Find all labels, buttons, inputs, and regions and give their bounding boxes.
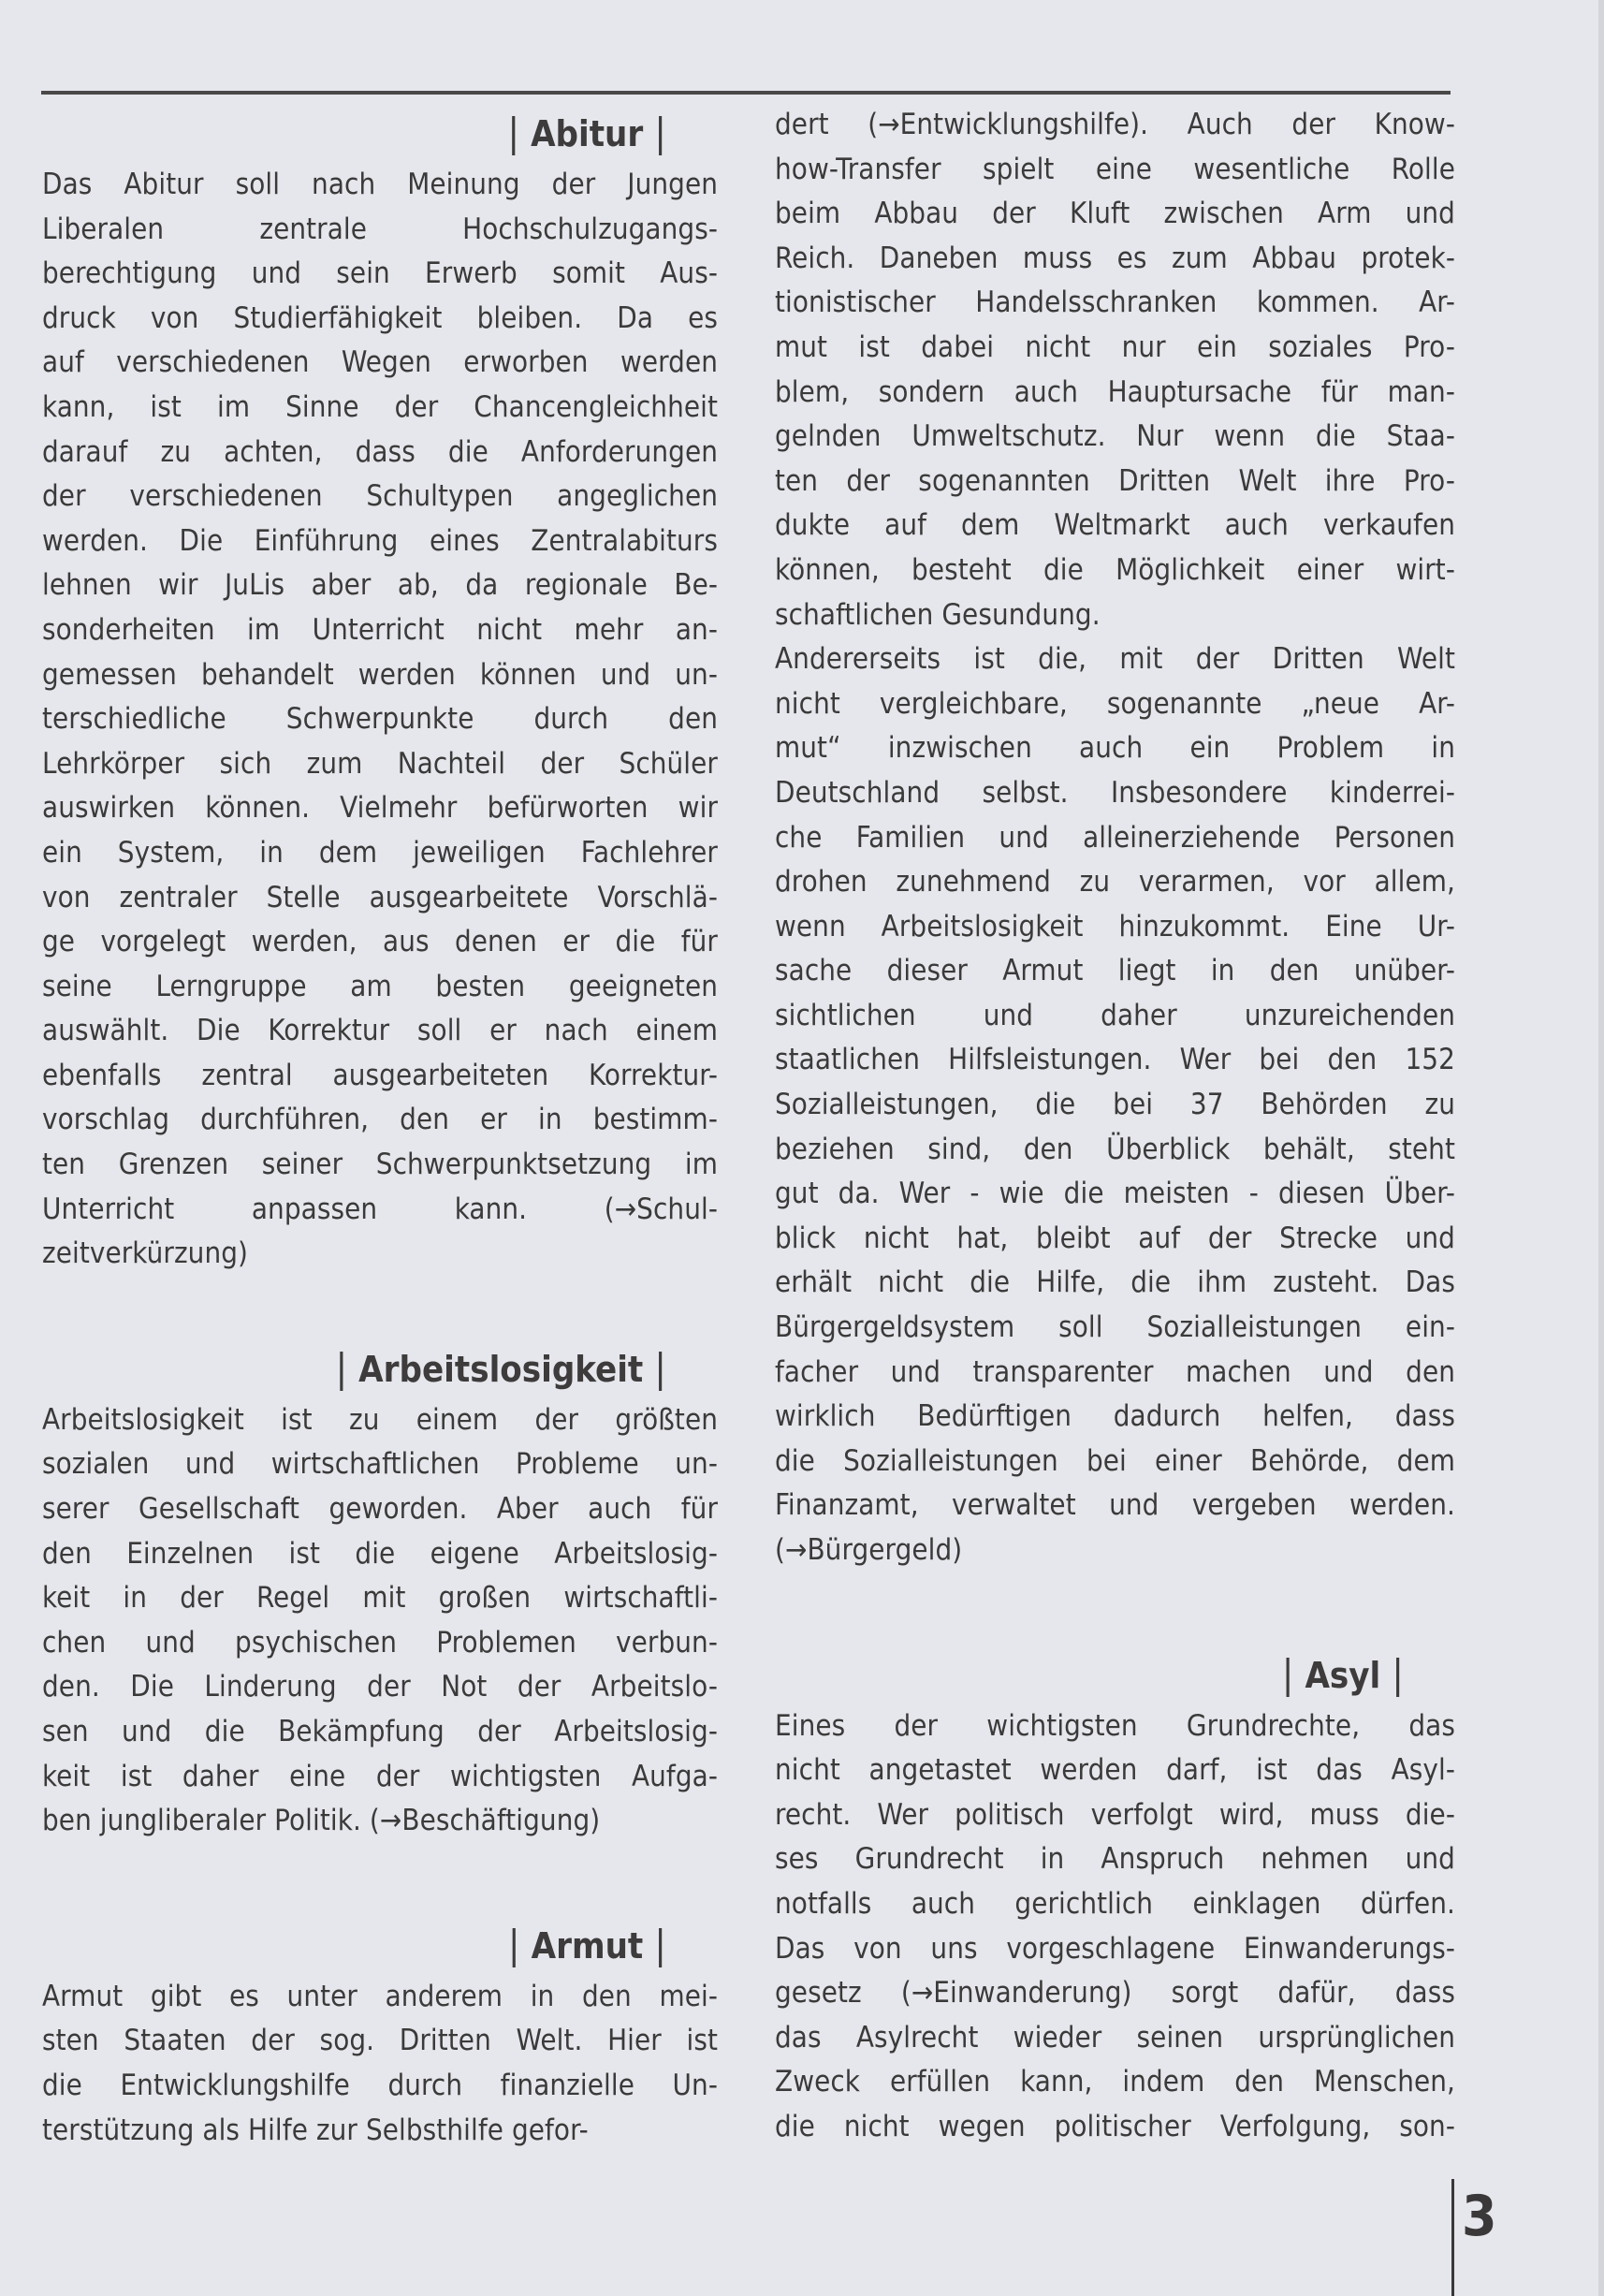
heading-bar-right: | bbox=[643, 110, 666, 155]
text-line: wenn Arbeitslosigkeit hinzukommt. Eine Ur- bbox=[775, 909, 1455, 943]
text-line: dukte auf dem Weltmarkt auch verkaufen bbox=[775, 508, 1455, 543]
page-edge bbox=[1598, 0, 1604, 2296]
text-line: beziehen sind, den Überblick behält, steht bbox=[775, 1132, 1455, 1166]
section-body-armut bbox=[42, 1975, 718, 2153]
text-line: mut ist dabei nicht nur ein soziales Pro- bbox=[775, 329, 1455, 364]
text-line: werden. Die Einführung eines Zentralabiturs bbox=[42, 523, 718, 558]
text-line: ebenfalls zentral ausgearbeiteten Korrektur- bbox=[42, 1058, 718, 1092]
text-line: sten Staaten der sog. Dritten Welt. Hier ist bbox=[42, 2024, 718, 2058]
heading-bar-left: | bbox=[335, 1344, 359, 1391]
text-line: sozialen und wirtschaftlichen Probleme un- bbox=[42, 1447, 718, 1482]
text-line: facher und transparenter machen und den bbox=[775, 1354, 1455, 1389]
text-line: Deutschland selbst. Insbesondere kinderrei- bbox=[775, 775, 1455, 810]
text-line: serer Gesellschaft geworden. Aber auch für bbox=[42, 1492, 718, 1527]
text-line: notfalls auch gerichtlich einklagen dürfen. bbox=[775, 1886, 1455, 1921]
text-line: sen und die Bekämpfung der Arbeitslosig- bbox=[42, 1715, 718, 1748]
heading-bar-right: | bbox=[1380, 1650, 1404, 1697]
text-line: Finanzamt, verwaltet und vergeben werden. bbox=[775, 1488, 1455, 1523]
text-line: blick nicht hat, bleibt auf der Strecke und bbox=[775, 1221, 1455, 1255]
text-line: terschiedliche Schwerpunkte durch den bbox=[42, 702, 718, 737]
text-line: auf verschiedenen Wegen erworben werden bbox=[42, 345, 718, 380]
text-line: von zentraler Stelle ausgearbeitete Vorschlä- bbox=[42, 880, 718, 914]
text-line: Das von uns vorgeschlagene Einwanderungs- bbox=[775, 1931, 1455, 1966]
text-line: ses Grundrecht in Anspruch nehmen und bbox=[775, 1842, 1455, 1877]
top-rule bbox=[41, 91, 1451, 95]
text-line: Armut gibt es unter anderem in den mei- bbox=[42, 1979, 718, 2013]
text-line: ten Grenzen seiner Schwerpunktsetzung im bbox=[42, 1148, 718, 1182]
text-line: Lehrkörper sich zum Nachteil der Schüler bbox=[42, 746, 718, 781]
text-line: Das Abitur soll nach Meinung der Jungen bbox=[42, 168, 718, 201]
text-line: schaftlichen Gesundung. bbox=[775, 597, 1101, 632]
text-line: dert (→Entwicklungshilfe). Auch der Know- bbox=[775, 108, 1455, 141]
text-line: drohen zunehmend zu verarmen, vor allem, bbox=[775, 865, 1455, 899]
text-line: nicht vergleichbare, sogenannte „neue Ar- bbox=[775, 686, 1455, 721]
text-line: das Asylrecht wieder seinen ursprünglichen bbox=[775, 2020, 1455, 2055]
text-line: darauf zu achten, dass die Anforderungen bbox=[42, 434, 718, 469]
text-line: sichtlichen und daher unzureichenden bbox=[775, 998, 1455, 1032]
heading-bar-left: | bbox=[507, 1921, 532, 1967]
text-line: keit in der Regel mit großen wirtschaftli- bbox=[42, 1581, 718, 1616]
text-line: how-Transfer spielt eine wesentliche Rolle bbox=[775, 152, 1455, 186]
text-line: ten der sogenannten Dritten Welt ihre Pro- bbox=[775, 463, 1455, 498]
text-line: ge vorgelegt werden, aus denen er die für bbox=[42, 925, 718, 959]
left-column bbox=[42, 103, 718, 2153]
text-line: sonderheiten im Unterricht nicht mehr an- bbox=[42, 612, 718, 647]
heading-bar-right: | bbox=[643, 1921, 666, 1967]
section-heading-asyl: | Asyl | bbox=[1281, 1650, 1404, 1697]
text-line: Bürgergeldsystem soll Sozialleistungen ein- bbox=[775, 1310, 1455, 1345]
text-line: wirklich Bedürftigen dadurch helfen, dass bbox=[775, 1399, 1455, 1434]
section-body-abitur bbox=[42, 163, 718, 1277]
section-body-armut-continued bbox=[775, 103, 1455, 1573]
text-line: die Sozialleistungen bei einer Behörde, dem bbox=[775, 1443, 1455, 1478]
text-line: Eines der wichtigsten Grundrechte, das bbox=[775, 1708, 1455, 1743]
text-line: ein System, in dem jeweiligen Fachlehrer bbox=[42, 835, 718, 870]
text-line: können, besteht die Möglichkeit einer wirt- bbox=[775, 552, 1455, 587]
page-number: 3 bbox=[1451, 2179, 1497, 2296]
text-line: Unterricht anpassen kann. (→Schul- bbox=[42, 1192, 718, 1226]
section-heading-abitur: | Abitur | bbox=[507, 110, 666, 155]
text-line: gesetz (→Einwanderung) sorgt dafür, dass bbox=[775, 1976, 1455, 2011]
text-line: Zweck erfüllen kann, indem den Menschen, bbox=[775, 2065, 1455, 2099]
text-line: recht. Wer politisch verfolgt wird, muss die- bbox=[775, 1797, 1455, 1832]
text-line: terstützung als Hilfe zur Selbsthilfe gefor- bbox=[42, 2113, 589, 2147]
text-line: Arbeitslosigkeit ist zu einem der größten bbox=[42, 1402, 718, 1437]
text-line: Reich. Daneben muss es zum Abbau protek- bbox=[775, 241, 1455, 275]
text-line: berechtigung und sein Erwerb somit Aus- bbox=[42, 256, 718, 291]
text-line: druck von Studierfähigkeit bleiben. Da es bbox=[42, 300, 718, 335]
text-line: blem, sondern auch Hauptursache für man- bbox=[775, 374, 1455, 409]
text-line: vorschlag durchführen, den er in bestimm- bbox=[42, 1103, 718, 1137]
text-line: tionistischer Handelsschranken kommen. Ar- bbox=[775, 285, 1455, 320]
text-line: ben jungliberaler Politik. (→Beschäftigung) bbox=[42, 1804, 601, 1838]
heading-bar-right: | bbox=[643, 1344, 666, 1391]
text-line: Sozialleistungen, die bei 37 Behörden zu bbox=[775, 1088, 1455, 1122]
heading-bar-left: | bbox=[1281, 1650, 1305, 1697]
text-line: mut“ inzwischen auch ein Problem in bbox=[775, 731, 1455, 766]
text-line: (→Bürgergeld) bbox=[775, 1533, 963, 1567]
text-line: keit ist daher eine der wichtigsten Aufga- bbox=[42, 1759, 718, 1793]
text-line: erhält nicht die Hilfe, die ihm zusteht. Das bbox=[775, 1265, 1455, 1300]
text-line: chen und psychischen Problemen verbun- bbox=[42, 1625, 718, 1660]
text-line: der verschiedenen Schultypen angeglichen bbox=[42, 479, 718, 514]
right-column bbox=[775, 103, 1455, 2150]
text-line: den. Die Linderung der Not der Arbeitslo- bbox=[42, 1670, 718, 1704]
text-line: auswirken können. Vielmehr befürworten wir bbox=[42, 791, 718, 826]
text-line: staatlichen Hilfsleistungen. Wer bei den 152 bbox=[775, 1043, 1455, 1077]
text-line: sache dieser Armut liegt in den unüber- bbox=[775, 954, 1455, 988]
text-line: lehnen wir JuLis aber ab, da regionale Be- bbox=[42, 568, 718, 603]
section-heading-armut: | Armut | bbox=[507, 1921, 666, 1967]
text-line: den Einzelnen ist die eigene Arbeitslosig- bbox=[42, 1536, 718, 1571]
text-line: gelnden Umweltschutz. Nur wenn die Staa- bbox=[775, 419, 1455, 454]
text-line: gemessen behandelt werden können und un- bbox=[42, 657, 718, 692]
section-body-asyl bbox=[775, 1704, 1455, 2150]
text-line: die Entwicklungshilfe durch finanzielle Un- bbox=[42, 2068, 718, 2102]
text-line: zeitverkürzung) bbox=[42, 1236, 249, 1271]
text-line: Andererseits ist die, mit der Dritten Welt bbox=[775, 642, 1455, 677]
heading-bar-left: | bbox=[507, 110, 532, 155]
text-line: beim Abbau der Kluft zwischen Arm und bbox=[775, 197, 1455, 231]
text-line: kann, ist im Sinne der Chancengleichheit bbox=[42, 389, 718, 424]
section-heading-arbeitslosigkeit: | Arbeitslosigkeit | bbox=[335, 1344, 666, 1391]
text-line: nicht angetastet werden darf, ist das Asyl- bbox=[775, 1753, 1455, 1788]
text-line: che Familien und alleinerziehende Personen bbox=[775, 820, 1455, 855]
text-line: gut da. Wer - wie die meisten - diesen Über- bbox=[775, 1177, 1455, 1211]
section-body-arbeitslosigkeit bbox=[42, 1398, 718, 1844]
text-line: auswählt. Die Korrektur soll er nach einem bbox=[42, 1014, 718, 1048]
text-line: Liberalen zentrale Hochschulzugangs- bbox=[42, 212, 718, 246]
text-line: die nicht wegen politischer Verfolgung, son- bbox=[775, 2109, 1455, 2143]
text-line: seine Lerngruppe am besten geeigneten bbox=[42, 969, 718, 1003]
